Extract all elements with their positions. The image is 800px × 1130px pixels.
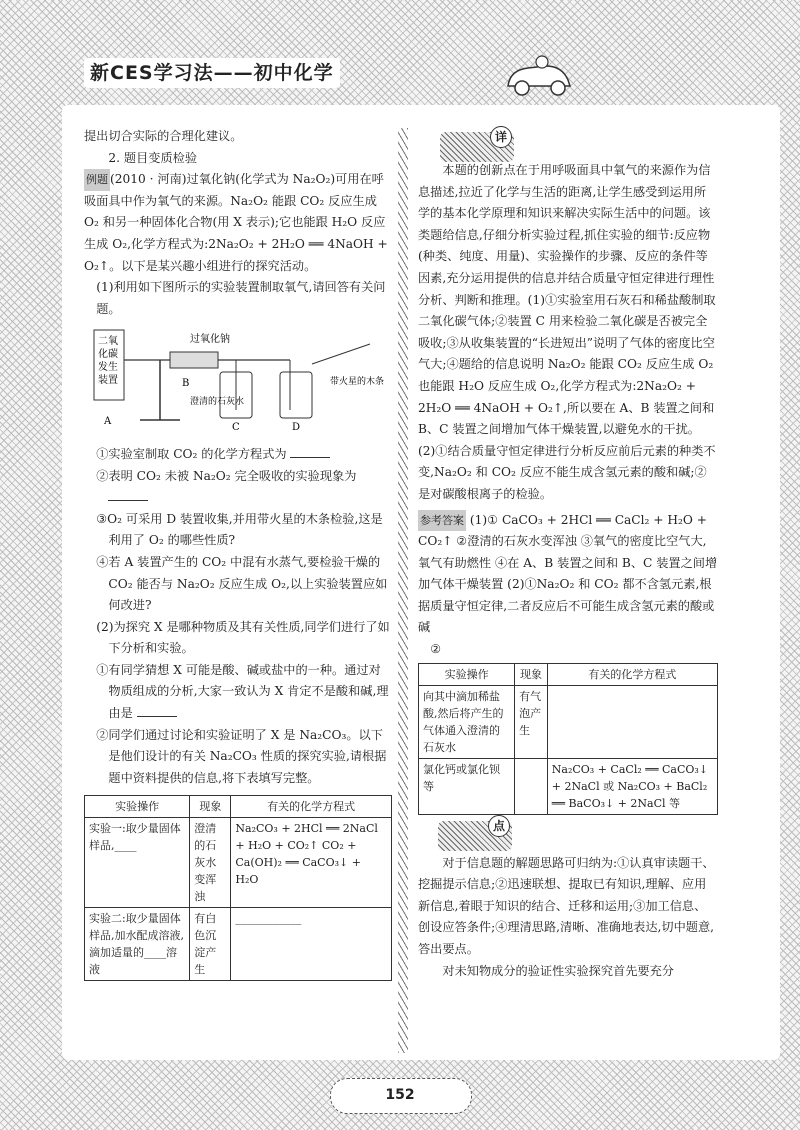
- question-table: [84, 795, 392, 981]
- table-header: 现象: [190, 796, 231, 818]
- table-cell: 澄清的石灰水变浑浊: [190, 818, 231, 908]
- page-number: 152: [385, 1087, 415, 1103]
- table-header: 有关的化学方程式: [547, 663, 717, 685]
- question-2-2: ②同学们通过讨论和实验证明了 X 是 Na₂CO₃。以下是他们设计的有关 Na₂CO₃ 性质的探究实验,请根据题中资料提供的信息,将下表填写完整。: [96, 727, 387, 785]
- cartoon-car-icon: [502, 52, 576, 100]
- column-divider: [398, 128, 408, 1053]
- answer-2-label: ②: [430, 642, 442, 657]
- table-row: [85, 818, 392, 908]
- section-title: 2. 题目变质检验: [108, 150, 198, 165]
- table-cell: Na₂CO₃ + CaCl₂ ══ CaCO₃↓ + 2NaCl 或 Na₂CO₃ + BaCl₂ ══ BaCO₃↓ + 2NaCl 等: [547, 758, 717, 814]
- summary-badge: [438, 818, 512, 851]
- apparatus-diagram: [90, 324, 390, 432]
- table-header-row: [419, 663, 718, 685]
- gen-label-line: 发生: [98, 362, 118, 374]
- last-line: 对未知物成分的验证性实验探究首先要充分: [442, 963, 674, 978]
- table-cell: Na₂CO₃ + 2HCl ══ 2NaCl + H₂O + CO₂↑ CO₂ + Ca(OH)₂ ══ CaCO₃↓ + H₂O: [231, 818, 392, 908]
- question-2-1: ①有同学猜想 X 可能是酸、碱或盐中的一种。通过对物质组成的分析,大家一致认为 X 肯定不是酸和碱,理由是: [96, 662, 389, 721]
- question-1-2: ②表明 CO₂ 未被 Na₂O₂ 完全吸收的实验现象为: [84, 466, 392, 509]
- question-1-1: ①实验室制取 CO₂ 的化学方程式为: [84, 444, 392, 466]
- table-header: 实验操作: [419, 663, 515, 685]
- diagram-lime-label: 澄清的石灰水: [190, 397, 245, 408]
- table-cell: [515, 758, 548, 814]
- answer-table: [418, 663, 718, 815]
- question-1-4: ④若 A 装置产生的 CO₂ 中混有水蒸气,要检验干燥的 CO₂ 能否与 Na₂O₂ 反应生成 O₂,以上实验装置应如何改进?: [96, 554, 388, 613]
- question-1: (1)利用如下图所示的实验装置制取氧气,请回答有关问题。: [96, 280, 386, 316]
- table-cell: 向其中滴加稀盐酸,然后将产生的气体通入澄清的石灰水: [419, 685, 515, 758]
- question-2: (2)为探究 X 是哪种物质及其有关性质,同学们进行了如下分析和实验。: [96, 619, 390, 656]
- table-cell: [547, 685, 717, 758]
- table-cell: 实验一:取少量固体样品,____: [85, 818, 190, 908]
- analysis-text: 本题的创新点在于用呼吸面具中氧气的来源作为信息描述,拉近了化学与生活的距离,让学生感受到运用所学的基本化学原理和知识来解决实际生活中的问题。该类题给信息,仔细分析实验过程,抓住实验的细节:反应物(种类、纯度、用量)、实验操作的步骤、反应的条件等因素,充分运用提供的信息并结合质量守恒定律进行理性分析、判断和推理。(1)①实验室用石灰石和稀盐酸制取二氧化碳气体;②装置 C 用来检验二氧化碳是否被完全吸收;③从收集装置的“长进短出”说明了气体的密度比空气大;④题给的信息说明 Na₂O₂ 能跟 CO₂ 反应生成 O₂ 也能跟 H₂O 反应生成 O₂,化学方程式为:2Na₂O₂ + 2H₂O ══ 4NaOH + O₂↑,所以要在 A、B 装置之间和 B、C 装置之间增加气体干燥装置,以避免水的干扰。(2)①结合质量守恒定律进行分析反应前后元素的种类不变,Na₂O₂ 和 CO₂ 反应不能生成含氢元素的酸和碱;②是对碳酸根离子的检验。: [418, 163, 716, 501]
- page-header: 新CES学习法——初中化学: [84, 58, 340, 88]
- summary-badge-char: 点: [488, 815, 510, 837]
- diagram-b-label: B: [182, 378, 190, 390]
- diagram-stick-label: 带火星的木条: [330, 377, 385, 388]
- answer-tag: 参考答案: [418, 510, 466, 532]
- diagram-a-label: A: [104, 416, 112, 428]
- table-row: [85, 908, 392, 981]
- answer-text: 参考答案 (1)① CaCO₃ + 2HCl ══ CaCl₂ + H₂O + CO₂↑ ②澄清的石灰水变浑浊 ③氧气的密度比空气大,氧气有助燃性 ④在 A、B 装置之间和 B、C 装置之间增加气体干燥装置 (2)①Na₂O₂ 和 CO₂ 都不含氢元素,根据质量守恒定律,二者反应后不可能生成含氢元素的酸或碱: [418, 510, 718, 640]
- table-row: [419, 758, 718, 814]
- intro-line: 提出切合实际的合理化建议。: [84, 129, 243, 143]
- table-cell: 有气泡产生: [515, 685, 548, 758]
- left-column: [84, 126, 392, 981]
- diagram-c-label: C: [232, 422, 240, 433]
- diagram-na2o2-label: 过氧化钠: [190, 334, 230, 346]
- summary-text: 对于信息题的解题思路可归纳为:①认真审读题干、挖掘提示信息;②迅速联想、提取已有知识,理解、应用新信息,着眼于知识的结合、迁移和运用;③加工信息、创设应答条件;④理清思路,清晰、准确地表达,切中题意,答出要点。: [418, 855, 715, 957]
- table-header: 实验操作: [85, 796, 190, 818]
- answer-blank[interactable]: [290, 445, 330, 458]
- gen-label-line: 二氧: [98, 336, 118, 348]
- gen-label-line: 装置: [98, 375, 118, 387]
- analysis-badge: [440, 132, 514, 162]
- diagram-d-label: D: [292, 422, 301, 433]
- summary-badge-spacer: [418, 815, 718, 853]
- analysis-badge-char: 详: [490, 126, 512, 148]
- example-tag: 例题: [84, 169, 110, 191]
- answer-blank[interactable]: [137, 704, 177, 717]
- right-column: [418, 160, 718, 982]
- answer-blank[interactable]: [108, 488, 148, 501]
- table-header-row: [85, 796, 392, 818]
- table-cell: 氯化钙或氯化钡等: [419, 758, 515, 814]
- table-cell: 实验二:取少量固体样品,加水配成溶液,滴加适量的____溶液: [85, 908, 190, 981]
- problem-text: 例题 (2010 · 河南)过氧化钠(化学式为 Na₂O₂)可用在呼吸面具中作为氧气的来源。Na₂O₂ 能跟 CO₂ 反应生成 O₂ 和另一种固体化合物(用 X 表示);它也能跟 H₂O 反应生成 O₂,化学方程式为:2Na₂O₂ + 2H₂O ══ 4NaOH + O₂↑。以下是某兴趣小组进行的探究活动。: [84, 169, 392, 277]
- table-header: 有关的化学方程式: [231, 796, 392, 818]
- question-1-3: ③O₂ 可采用 D 装置收集,并用带火星的木条检验,这是利用了 O₂ 的哪些性质?: [96, 511, 383, 548]
- table-header: 现象: [515, 663, 548, 685]
- table-cell: ____________: [231, 908, 392, 981]
- table-row: [419, 685, 718, 758]
- gen-label-line: 化碳: [98, 349, 118, 361]
- table-cell: 有白色沉淀产生: [190, 908, 231, 981]
